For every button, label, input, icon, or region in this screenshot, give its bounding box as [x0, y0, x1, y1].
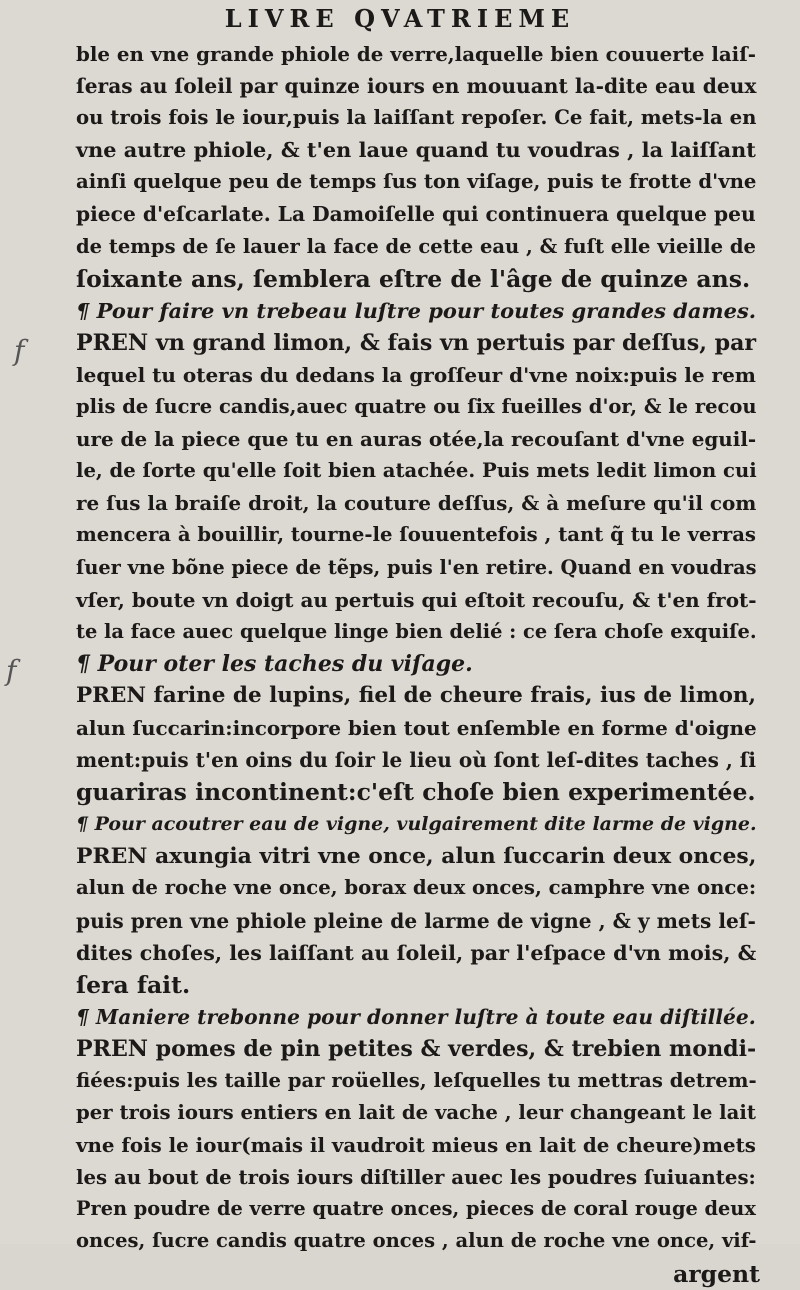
- text-line: plis de ſucre candis,auec quatre ou ſix fueilles d'or, & le recou: [76, 395, 757, 419]
- text-line: re ſus la braiſe droit, la couture deſſus, & à meſure qu'il com: [76, 491, 757, 516]
- text-line: alun de roche vne once, borax deux onces, camphre vne once:: [76, 876, 757, 900]
- text-line: ble en vne grande phiole de verre,laquelle bien couuerte laiſ-: [76, 42, 756, 66]
- section-title: ¶ Pour acoutrer eau de vigne, vulgairement dite larme de vigne.: [76, 813, 757, 836]
- text-line: piece d'eſcarlate. La Damoiſelle qui continuera quelque peu: [76, 202, 756, 227]
- text-line: vne autre phiole, & t'en laue quand tu voudras , la laiſſant: [76, 137, 756, 163]
- text-line: le, de ſorte qu'elle ſoit bien atachée. Puis mets ledit limon cui: [76, 459, 757, 483]
- text-line: argent: [673, 1259, 760, 1288]
- text-line: onces, ſucre candis quatre onces , alun de roche vne once, vif-: [76, 1229, 757, 1253]
- text-line: ſeras au ſoleil par quinze iours en mouuant la-dite eau deux: [76, 74, 757, 99]
- text-line: Pren poudre de verre quatre onces, pieces de coral rouge deux: [76, 1197, 756, 1221]
- running-header: LIVRE QVATRIEME: [224, 4, 576, 33]
- section-title: ¶ Pour oter les taches du viſage.: [76, 650, 473, 677]
- text-line: ment:puis t'en oins du ſoir le lieu où ſont leſ-dites taches , ſi: [76, 748, 757, 773]
- text-line: guariras incontinent:c'eſt choſe bien experimentée.: [76, 778, 756, 807]
- text-line: per trois iours entiers en lait de vache , leur changeant le lait: [76, 1101, 756, 1125]
- text-line: ſoixante ans, ſemblera eſtre de l'âge de quinze ans.: [76, 264, 751, 293]
- text-line: te la face auec quelque linge bien delié : ce ſera choſe exquiſe.: [76, 619, 757, 643]
- text-line: de temps de ſe lauer la face de cette eau , & fuſt elle vieille de: [76, 234, 756, 258]
- text-line: vſer, boute vn doigt au pertuis qui eſtoit recouſu, & t'en frot-: [76, 587, 757, 612]
- text-line: lequel tu oteras du dedans la groſſeur d'vne noix:puis le rem: [76, 362, 756, 387]
- body-text: [76, 38, 760, 1290]
- text-line: ure de la piece que tu en auras otée,la recouſant d'vne eguil-: [76, 427, 757, 452]
- text-line: alun ſuccarin:incorpore bien tout enſemble en forme d'oigne: [76, 715, 757, 740]
- text-line: ou trois fois le iour,puis la laiſſant repoſer. Ce fait, mets-la en: [76, 106, 757, 130]
- text-line: ſuer vne bõne piece de tẽps, puis l'en retire. Quand en voudras: [76, 555, 757, 579]
- margin-mark: f: [14, 334, 25, 367]
- text-line: PREN axungia vitri vne once, alun ſuccarin deux onces,: [76, 843, 757, 870]
- text-line: les au bout de trois iours diſtiller auec les poudres ſuiuantes:: [76, 1165, 756, 1190]
- text-line: ainſi quelque peu de temps ſus ton viſage, puis te frotte d'vne: [76, 170, 757, 194]
- text-line: puis pren vne phiole pleine de larme de vigne , & y mets leſ-: [76, 908, 756, 933]
- section-title: ¶ Pour faire vn trebeau luſtre pour toutes grandes dames.: [76, 297, 757, 323]
- text-line: fiées:puis les taille par roüelles, leſquelles tu mettras detrem-: [76, 1069, 757, 1092]
- text-line: dites choſes, les laiſſant au ſoleil, par l'eſpace d'vn mois, &: [76, 940, 757, 965]
- text-line: vne fois le iour(mais il vaudroit mieus en lait de cheure)mets: [76, 1133, 756, 1158]
- text-line: ſera fait.: [76, 970, 191, 999]
- section-title: ¶ Maniere trebonne pour donner luſtre à toute eau diſtillée.: [76, 1004, 756, 1029]
- text-line: mencera à bouillir, tourne-le ſouuentefois , tant q̃ tu le verras: [76, 523, 756, 547]
- margin-mark: f: [6, 654, 17, 687]
- text-line: PREN farine de lupins, fiel de cheure frais, ius de limon,: [76, 682, 756, 708]
- text-line: PREN pomes de pin petites & verdes, & trebien mondi-: [76, 1035, 757, 1062]
- text-line: PREN vn grand limon, & fais vn pertuis par deſſus, par: [76, 329, 757, 356]
